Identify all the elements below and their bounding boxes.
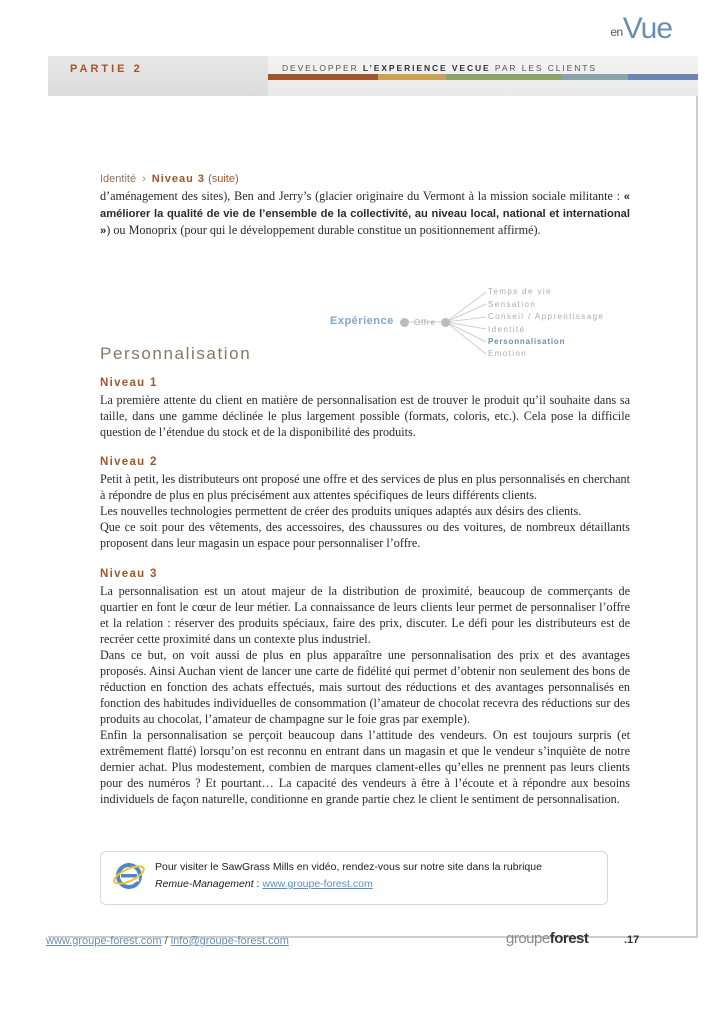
- section-title: Personnalisation: [100, 344, 252, 363]
- diagram-item-personnalisation: Personnalisation: [488, 337, 566, 346]
- level-2-title: Niveau 2: [100, 456, 158, 468]
- chapter-title-bold: L’EXPERIENCE VECUE: [362, 63, 491, 73]
- chapter-title-pre: DEVELOPPER: [282, 63, 363, 73]
- level-3-text: [100, 583, 630, 807]
- footer-slash: /: [161, 935, 171, 947]
- level-2-paragraph: Les nouvelles technologies permettent de créer des produits uniques adaptés aux désirs des clients.: [100, 504, 582, 518]
- info-line-2: [155, 876, 542, 893]
- diagram-item-identite: Identité: [488, 325, 526, 334]
- diagram-node-dot: [441, 318, 450, 327]
- level-2-text: [100, 471, 630, 551]
- breadcrumb-level: Niveau 3: [151, 173, 206, 185]
- level-3-paragraph: La personnalisation est un atout majeur de la distribution de proximité, beaucoup de commerçants de quartier en font le cœur de leur métier. La connaissance de leurs clients leur permet de personnaliser l’offre et la relation : réserver des produits spéciaux, faire des prix, discuter. Le défi pour les distributeurs est de recréer cette proximité dans un contexte plus industriel.: [100, 584, 630, 646]
- stripe-4: [562, 74, 628, 80]
- diagram-root-dot: [400, 318, 409, 327]
- stripe-1: [268, 74, 378, 80]
- info-site-link[interactable]: www.groupe-forest.com: [262, 878, 373, 890]
- level-1-title: Niveau 1: [100, 377, 158, 389]
- diagram-node: Offre: [414, 318, 436, 327]
- stripe-3: [446, 74, 562, 80]
- level-2-paragraph: Petit à petit, les distributeurs ont proposé une offre et des services de plus en plus personnalisés en cherchant à répondre de plus en plus précisément aux attentes spécifiques de leurs différents clients.: [100, 472, 630, 502]
- breadcrumb: [100, 173, 239, 185]
- brand-light: groupe: [506, 930, 550, 947]
- intro-line: d’aménagement des sites), Ben and Jerry’s (glacier originaire du Vermont à la mission sociale militante :: [100, 189, 621, 203]
- footer-email-link[interactable]: info@groupe-forest.com: [170, 935, 289, 947]
- breadcrumb-section: Identité: [100, 173, 137, 185]
- color-stripes: [268, 74, 698, 80]
- intro-quote: « améliorer la qualité de vie de l’ensemble de la collectivité, au niveau local, national et international »: [100, 191, 630, 237]
- stripe-2: [378, 74, 446, 80]
- info-line-1: Pour visiter le SawGrass Mills en vidéo, rendez-vous sur notre site dans la rubrique: [155, 861, 542, 873]
- info-rubrique: Remue-Management: [155, 878, 254, 890]
- chapter-title-post: PAR LES CLIENTS: [490, 63, 597, 73]
- breadcrumb-separator: ›: [142, 173, 146, 185]
- envue-logo: [610, 12, 672, 46]
- diagram-item-conseil: Conseil / Apprentissage: [488, 312, 605, 321]
- logo-en: en: [610, 25, 623, 39]
- stripe-5: [628, 74, 698, 80]
- level-3-paragraph: Enfin la personnalisation se perçoit beaucoup dans l’attitude des vendeurs. On est toujours surpris (et extrêmement flatté) lorsqu’on est reconnu en entrant dans un magasin et que le vendeur s’inquiète de notre dernier achat. Plus modestement, combien de marques clament-elles qu’elles ne prennent pas leurs clients pour des numéros ? Et pourtant… La capacité des vendeurs à être à l’écoute et à répondre aux besoins individuels de façon naturelle, conditionne en grande partie chez le client le sentiment de personnalisation.: [100, 728, 630, 806]
- diagram-item-temps: Temps de vie: [488, 287, 552, 296]
- diagram-root: Expérience: [330, 315, 394, 327]
- level-3-paragraph: Dans ce but, on voit aussi de plus en plus apparaître une personnalisation des prix et des avantages proposés. Ainsi Auchan vient de lancer une carte de fidélité qui permet d’obtenir non seulement des bons de réduction en fonction des achats effectués, mais surtout des réductions et des avantages personnalisés en fonction des habitudes individuelles de consommation (l’amateur de chocolat recevra des réductions sur des produits au chocolat, l’amateur de champagne sur le foie gras par exemple).: [100, 648, 630, 726]
- groupeforest-logo: [506, 930, 588, 947]
- diagram-item-emotion: Emotion: [488, 349, 528, 358]
- footer-links: [46, 935, 289, 947]
- partie-label: PARTIE 2: [70, 63, 143, 75]
- page-number: .17: [624, 934, 640, 946]
- intro-after-quote: ) ou Monoprix (pour qui le développement durable constitue un positionnement affirmé).: [106, 223, 541, 237]
- level-2-paragraph: Que ce soit pour des vêtements, des accessoires, des chaussures ou des voitures, de nombreux détaillants proposent dans leur magasin un espace pour personnaliser l’offre.: [100, 520, 630, 550]
- video-info-text: [155, 859, 542, 893]
- level-1-paragraph: La première attente du client en matière de personnalisation est de trouver le produit qu’il souhaite dans sa taille, dans une gamme déclinée le plus largement possible (formats, coloris, etc.). Cela pose la difficile question de l’étendue du stock et de la disponibilité des produits.: [100, 393, 630, 439]
- logo-vue: Vue: [622, 12, 672, 45]
- header-band-left: [48, 56, 268, 96]
- level-3-title: Niveau 3: [100, 568, 158, 580]
- level-1-text: [100, 392, 630, 440]
- intro-paragraph: [100, 188, 630, 239]
- footer-site-link[interactable]: www.groupe-forest.com: [46, 935, 162, 947]
- brand-bold: forest: [549, 930, 589, 947]
- diagram-item-sensation: Sensation: [488, 300, 537, 309]
- chapter-title: [282, 63, 597, 73]
- info-colon: :: [253, 878, 263, 890]
- breadcrumb-suite: (suite): [208, 173, 239, 185]
- internet-explorer-icon: [112, 858, 146, 892]
